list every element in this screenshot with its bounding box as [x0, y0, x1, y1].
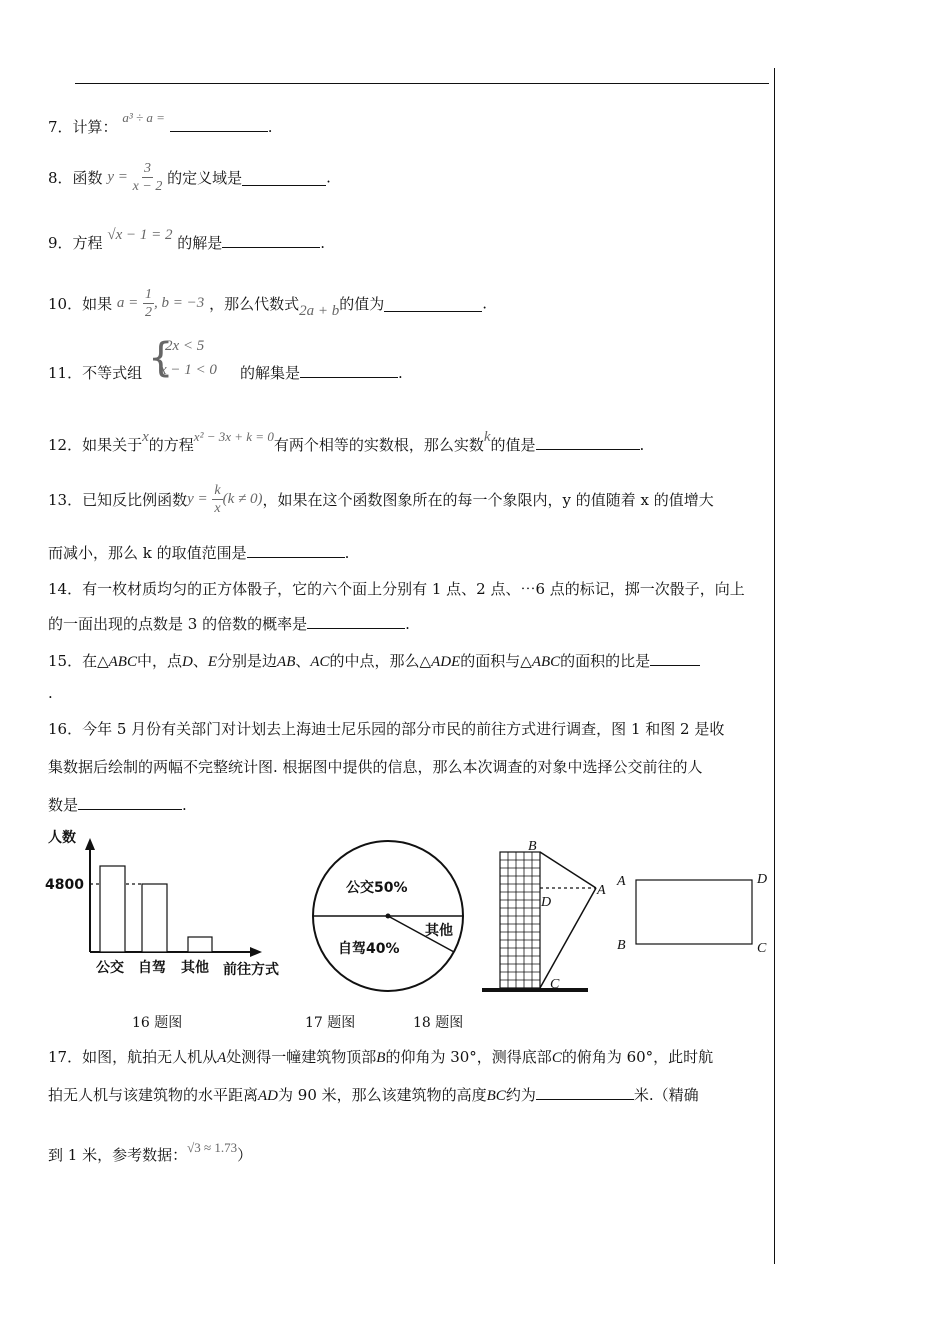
- answer-blank[interactable]: [170, 116, 268, 132]
- label-D: D: [541, 895, 552, 910]
- q13-fraction: $\frac{k}{x}$: [214, 483, 221, 516]
- q12-equation: x² − 3x + k = 0: [193, 429, 274, 444]
- pie-label-self-drive: 自驾40%: [338, 941, 400, 957]
- answer-blank[interactable]: [222, 232, 320, 248]
- q10-fraction: $\frac{1}{2}$: [145, 287, 153, 320]
- question-17-line3: 到 1 米，参考数据：√3 ≈ 1.73）: [48, 1140, 253, 1164]
- caption-16: 16 题图: [132, 1015, 183, 1031]
- building-figure: [482, 852, 596, 990]
- bar-chart-ylabel: 人数: [48, 830, 76, 846]
- answer-blank[interactable]: [247, 542, 345, 558]
- question-13-line2: 而减小，那么 k 的取值范围是 .: [48, 544, 350, 562]
- rect-label-D: D: [757, 872, 768, 887]
- answer-blank[interactable]: [242, 170, 326, 186]
- figures: [0, 820, 780, 1010]
- bar-other: [188, 937, 212, 952]
- question-17-line2: 拍无人机与该建筑物的水平距离AD为 90 米，那么该建筑物的高度BC约为 米.（精确: [48, 1086, 699, 1104]
- q11-system-brace: {: [148, 335, 174, 381]
- q11-tail: 的解集是 .: [240, 364, 403, 382]
- q7-expression: a³ ÷ a =: [122, 110, 165, 125]
- pie-label-other: 其他: [425, 923, 453, 939]
- bar-chart-ytick: 4800: [45, 877, 84, 893]
- caption-18: 18 题图: [413, 1015, 464, 1031]
- answer-blank[interactable]: [650, 650, 700, 666]
- bar-cat-bus: 公交: [96, 960, 124, 976]
- rect-label-A: A: [617, 874, 626, 889]
- q15-period: .: [48, 684, 53, 702]
- question-14-line2: 的一面出现的点数是 3 的倍数的概率是 .: [48, 615, 410, 633]
- question-15: 15．在△ABC中，点D、E分别是边AB、AC的中点，那么△ADE的面积与△ABC的面积的比是: [48, 650, 700, 671]
- question-8: 8．函数 y = $\frac{3}{x - 2}$ 的定义域是 .: [48, 161, 331, 194]
- label-C: C: [550, 977, 560, 992]
- bar-chart-xlabel: 前往方式: [223, 962, 279, 978]
- question-17: 17．如图，航拍无人机从A处测得一幢建筑物顶部B的仰角为 30°，测得底部C的俯角为 60°，此时航: [48, 1048, 714, 1066]
- label-B: B: [528, 839, 537, 854]
- rect-label-B: B: [617, 938, 626, 953]
- answer-blank[interactable]: [307, 613, 405, 629]
- bar-self-drive: [142, 884, 167, 952]
- q11-line1: 2x < 5: [165, 338, 205, 354]
- rectangle-ABCD: [636, 880, 752, 944]
- answer-blank[interactable]: [78, 794, 182, 810]
- bar-cat-other: 其他: [181, 960, 209, 976]
- question-9: 9．方程 √x − 1 = 2 的解是 .: [48, 227, 326, 252]
- answer-blank[interactable]: [300, 362, 398, 378]
- q9-expression: √x − 1 = 2: [107, 227, 173, 243]
- question-14: 14．有一枚材质均匀的正方体骰子，它的六个面上分别有 1 点、2 点、⋯6 点的标记，掷一次骰子，向上: [48, 580, 745, 598]
- top-rule: [75, 83, 769, 84]
- answer-blank[interactable]: [384, 296, 482, 312]
- right-rule: [774, 68, 775, 1264]
- rect-label-C: C: [757, 941, 767, 956]
- label-A: A: [597, 883, 606, 898]
- answer-blank[interactable]: [536, 434, 640, 450]
- question-16: 16．今年 5 月份有关部门对计划去上海迪士尼乐园的部分市民的前往方式进行调查，图 1 和图 2 是收: [48, 720, 725, 738]
- question-13: 13．已知反比例函数y = $\frac{k}{x}$ (k ≠ 0)，如果在这个函数图象所在的每一个象限内，y 的值随着 x 的值增大: [48, 483, 714, 516]
- question-16-line3: 数是 .: [48, 796, 187, 814]
- question-16-line2: 集数据后绘制的两幅不完整统计图. 根据图中提供的信息，那么本次调查的对象中选择公交前往的人: [48, 758, 703, 776]
- caption-17: 17 题图: [305, 1015, 356, 1031]
- bar-cat-self-drive: 自驾: [138, 960, 166, 976]
- bar-bus: [100, 866, 125, 952]
- question-11: 11．不等式组: [48, 364, 143, 382]
- question-7: 7．计算： a³ ÷ a = .: [48, 110, 273, 136]
- q11-line2: x − 1 < 0: [160, 362, 217, 378]
- question-10: 10．如果 a = $\frac{1}{2}$ , b = −3 ，那么代数式2a + b的值为 .: [48, 287, 488, 320]
- question-12: 12．如果关于x的方程x² − 3x + k = 0有两个相等的实数根，那么实数k的值是 .: [48, 429, 645, 454]
- answer-blank[interactable]: [536, 1084, 634, 1100]
- q8-fraction: $\frac{3}{x - 2}$: [132, 161, 163, 194]
- pie-label-bus: 公交50%: [346, 880, 408, 896]
